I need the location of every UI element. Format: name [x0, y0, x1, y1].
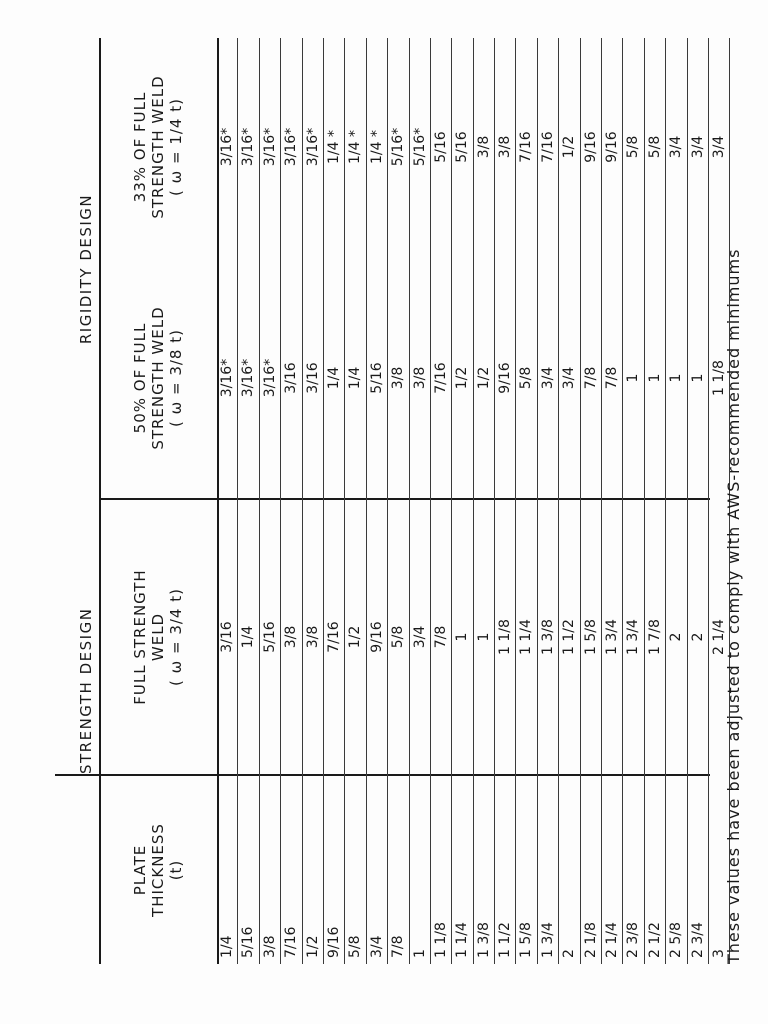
table-row	[217, 38, 238, 964]
table-body	[217, 38, 730, 964]
cell-fifty-percent: 7/8	[604, 366, 621, 390]
cell-thirty-three-percent: 1/4 *	[325, 130, 342, 164]
cell-plate-thickness: 9/16	[325, 926, 342, 958]
cell-thirty-three-percent: 3/4	[668, 135, 685, 159]
cell-thirty-three-percent: 1/4 *	[347, 130, 364, 164]
header-line: PLATE	[131, 844, 149, 896]
cell-plate-thickness: 2 3/8	[625, 922, 642, 958]
cell-thirty-three-percent: 5/8	[646, 135, 663, 159]
cell-full-strength: 2	[689, 632, 706, 642]
cell-thirty-three-percent: 9/16	[582, 131, 599, 163]
cell-fifty-percent: 1	[668, 373, 685, 383]
cell-full-strength: 7/8	[432, 625, 449, 649]
table-row	[581, 38, 602, 964]
cell-thirty-three-percent: 3/8	[475, 135, 492, 159]
header-line: STRENGTH WELD	[149, 306, 167, 450]
header-line: ( ω = 3/4 t)	[167, 588, 185, 686]
cell-thirty-three-percent: 7/16	[518, 131, 535, 163]
header-line: STRENGTH WELD	[149, 75, 167, 219]
cell-full-strength: 1 3/4	[604, 619, 621, 655]
header-line: FULL STRENGTH	[131, 569, 149, 705]
header-plate-thickness	[99, 776, 217, 964]
group-strength-design: STRENGTH DESIGN	[77, 607, 95, 774]
cell-full-strength: 3/16	[219, 621, 235, 653]
cell-full-strength: 1 1/2	[561, 619, 578, 655]
cell-plate-thickness: 1 1/8	[432, 922, 449, 958]
cell-full-strength: 3/8	[283, 625, 300, 649]
cell-full-strength: 1 3/4	[625, 619, 642, 655]
header-thirty-three-percent-weld	[99, 38, 217, 256]
table-row	[324, 38, 345, 964]
cell-plate-thickness: 1	[411, 949, 428, 958]
cell-thirty-three-percent: 3/16*	[261, 127, 278, 167]
cell-thirty-three-percent: 9/16	[604, 131, 621, 163]
table-row	[388, 38, 409, 964]
cell-plate-thickness: 1 3/4	[539, 922, 556, 958]
header-line: (t)	[167, 859, 185, 881]
table-row	[645, 38, 666, 964]
cell-full-strength: 1/2	[347, 625, 364, 649]
cell-plate-thickness: 3/4	[368, 935, 385, 958]
cell-thirty-three-percent: 5/16	[454, 131, 471, 163]
cell-full-strength: 3/4	[411, 625, 428, 649]
cell-full-strength: 5/16	[261, 621, 278, 653]
cell-thirty-three-percent: 3/16*	[304, 127, 321, 167]
cell-plate-thickness: 7/16	[283, 926, 300, 958]
cell-plate-thickness: 1 1/2	[497, 922, 514, 958]
cell-fifty-percent: 3/4	[561, 366, 578, 390]
header-line: WELD	[149, 612, 167, 662]
cell-fifty-percent: 3/16*	[219, 358, 235, 398]
table-row	[260, 38, 281, 964]
cell-thirty-three-percent: 5/16*	[390, 127, 407, 167]
cell-plate-thickness: 1/4	[219, 935, 235, 958]
cell-fifty-percent: 1	[646, 373, 663, 383]
table-row	[452, 38, 473, 964]
table-row	[559, 38, 580, 964]
table-row	[495, 38, 516, 964]
cell-thirty-three-percent: 5/16	[432, 131, 449, 163]
cell-thirty-three-percent: 5/16*	[411, 127, 428, 167]
table-row	[623, 38, 644, 964]
cell-fifty-percent: 1/4	[347, 366, 364, 390]
cell-full-strength: 7/16	[325, 621, 342, 653]
cell-plate-thickness: 5/8	[347, 935, 364, 958]
cell-full-strength: 5/8	[390, 625, 407, 649]
cell-plate-thickness: 2 5/8	[668, 922, 685, 958]
cell-plate-thickness: 2 1/4	[604, 922, 621, 958]
cell-fifty-percent: 1	[625, 373, 642, 383]
table-row	[666, 38, 687, 964]
cell-full-strength: 1 1/8	[497, 619, 514, 655]
cell-full-strength: 1 5/8	[582, 619, 599, 655]
weld-size-table	[55, 38, 727, 964]
cell-fifty-percent: 1/2	[454, 366, 471, 390]
cell-fifty-percent: 1 1/8	[710, 360, 727, 396]
cell-fifty-percent: 3/16*	[261, 358, 278, 398]
column-header-row	[99, 38, 219, 964]
cell-plate-thickness: 3/8	[261, 935, 278, 958]
cell-thirty-three-percent: 3/4	[689, 135, 706, 159]
cell-fifty-percent: 3/8	[411, 366, 428, 390]
header-fifty-percent-weld	[99, 258, 217, 498]
table-row	[538, 38, 559, 964]
cell-full-strength: 3/8	[304, 625, 321, 649]
header-line: ( ω = 1/4 t)	[167, 98, 185, 196]
header-full-strength-weld	[99, 500, 217, 774]
cell-plate-thickness: 1/2	[304, 935, 321, 958]
header-line: THICKNESS	[149, 823, 167, 917]
footnote: These values have been adjusted to comply with AWS-recommended minimums	[724, 248, 743, 964]
header-line: 50% OF FULL	[131, 322, 149, 434]
cell-plate-thickness: 7/8	[390, 935, 407, 958]
cell-full-strength: 2	[668, 632, 685, 642]
cell-plate-thickness: 5/16	[240, 926, 257, 958]
cell-thirty-three-percent: 1/4 *	[368, 130, 385, 164]
cell-plate-thickness: 1 3/8	[475, 922, 492, 958]
table-row	[410, 38, 431, 964]
cell-fifty-percent: 7/8	[582, 366, 599, 390]
table-row	[688, 38, 709, 964]
table-row	[367, 38, 388, 964]
table-row	[345, 38, 366, 964]
group-header-row	[55, 38, 101, 964]
cell-fifty-percent: 3/16	[304, 362, 321, 394]
cell-full-strength: 1 7/8	[646, 619, 663, 655]
table-row	[474, 38, 495, 964]
cell-full-strength: 1	[454, 632, 471, 642]
cell-plate-thickness: 2	[561, 949, 578, 958]
table-row	[602, 38, 623, 964]
cell-thirty-three-percent: 3/16*	[240, 127, 257, 167]
cell-plate-thickness: 1 5/8	[518, 922, 535, 958]
cell-thirty-three-percent: 7/16	[539, 131, 556, 163]
cell-thirty-three-percent: 3/16*	[219, 127, 235, 167]
cell-full-strength: 1	[475, 632, 492, 642]
cell-full-strength: 9/16	[368, 621, 385, 653]
cell-fifty-percent: 1/2	[475, 366, 492, 390]
cell-thirty-three-percent: 3/8	[497, 135, 514, 159]
group-rigidity-design: RIGIDITY DESIGN	[77, 193, 95, 345]
cell-plate-thickness: 2 1/8	[582, 922, 599, 958]
cell-fifty-percent: 7/16	[432, 362, 449, 394]
table-row	[516, 38, 537, 964]
cell-fifty-percent: 5/8	[518, 366, 535, 390]
table-row	[431, 38, 452, 964]
cell-full-strength: 1/4	[240, 625, 257, 649]
cell-thirty-three-percent: 1/2	[561, 135, 578, 159]
cell-thirty-three-percent: 3/16*	[283, 127, 300, 167]
table-row	[281, 38, 302, 964]
cell-full-strength: 2 1/4	[710, 619, 727, 655]
cell-fifty-percent: 3/4	[539, 366, 556, 390]
table-row	[238, 38, 259, 964]
cell-plate-thickness: 1 1/4	[454, 922, 471, 958]
cell-fifty-percent: 1/4	[325, 366, 342, 390]
cell-thirty-three-percent: 3/4	[710, 135, 727, 159]
cell-fifty-percent: 3/8	[390, 366, 407, 390]
cell-fifty-percent: 1	[689, 373, 706, 383]
header-line: 33% OF FULL	[131, 91, 149, 203]
cell-full-strength: 1 1/4	[518, 619, 535, 655]
cell-thirty-three-percent: 5/8	[625, 135, 642, 159]
cell-fifty-percent: 9/16	[497, 362, 514, 394]
table-row	[303, 38, 324, 964]
cell-fifty-percent: 3/16*	[240, 358, 257, 398]
cell-plate-thickness: 2 3/4	[689, 922, 706, 958]
cell-plate-thickness: 3	[710, 949, 727, 958]
cell-full-strength: 1 3/8	[539, 619, 556, 655]
cell-plate-thickness: 2 1/2	[646, 922, 663, 958]
cell-fifty-percent: 5/16	[368, 362, 385, 394]
header-line: ( ω = 3/8 t)	[167, 329, 185, 427]
cell-fifty-percent: 3/16	[283, 362, 300, 394]
